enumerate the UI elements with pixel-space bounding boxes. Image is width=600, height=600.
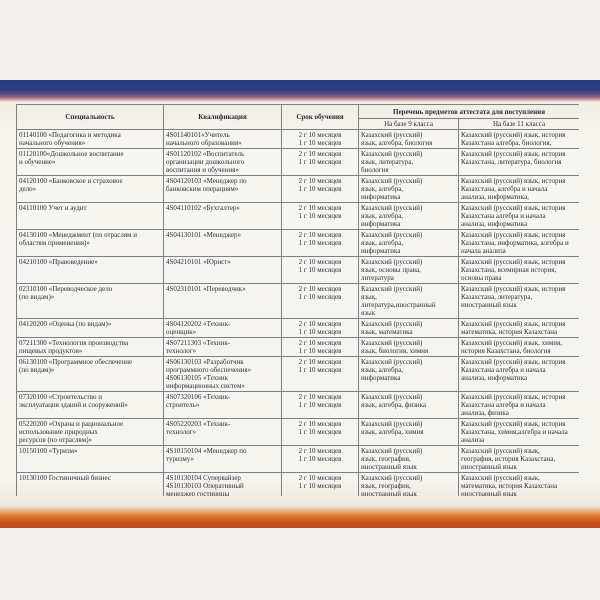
table-row bbox=[17, 319, 580, 338]
cell-line: история Казахстана, биология bbox=[461, 347, 551, 355]
cell-line: 10130100 Гостиничный бизнес bbox=[19, 474, 111, 482]
cell-line: 4S10130104 Супервайзер bbox=[166, 474, 241, 482]
table-row bbox=[17, 446, 580, 473]
cell-line: 10150100 «Туризм» bbox=[19, 447, 78, 455]
cell-line: язык, алгебра, bbox=[361, 185, 404, 193]
cell-duration bbox=[282, 284, 359, 319]
cell-duration bbox=[282, 357, 359, 392]
table-row bbox=[17, 473, 580, 497]
cell-specialty bbox=[17, 203, 164, 230]
cell-line: Казахстана, алгебра и начала bbox=[461, 185, 548, 193]
cell-duration bbox=[282, 230, 359, 257]
cell-line: 4S04120202 «Техник- bbox=[166, 320, 231, 328]
table-row bbox=[17, 176, 580, 203]
cell-line: банковским операциям» bbox=[166, 185, 239, 193]
cell-qualification bbox=[164, 392, 282, 419]
cell-line: 1 г 10 месяцев bbox=[298, 328, 342, 336]
cell-line: начального образования» bbox=[166, 139, 242, 147]
cell-line: литература,иностранный bbox=[361, 301, 436, 309]
cell-line: Казахский (русский) bbox=[361, 204, 423, 212]
cell-line: язык, алгебра, bbox=[361, 212, 404, 220]
cell-line: 2 г 10 месяцев bbox=[298, 204, 342, 212]
cell-specialty bbox=[17, 257, 164, 284]
cell-line: 4S01140101«Учитель bbox=[166, 131, 230, 139]
cell-duration bbox=[282, 319, 359, 338]
cell-duration bbox=[282, 176, 359, 203]
cell-line: 4S06130103 «Разработчик bbox=[166, 358, 244, 366]
cell-line: 2 г 10 месяцев bbox=[298, 474, 342, 482]
cell-subjects-base-9 bbox=[359, 419, 459, 446]
cell-qualification bbox=[164, 203, 282, 230]
cell-line: 04120100 «Банковское и страховое bbox=[19, 177, 123, 185]
header-base-9: На базе 9 класса bbox=[359, 119, 459, 130]
cell-subjects-base-9 bbox=[359, 176, 459, 203]
cell-subjects-base-11 bbox=[459, 357, 580, 392]
cell-line: Казахский (русский) bbox=[361, 358, 423, 366]
cell-line: язык, bbox=[361, 293, 377, 301]
cell-line: иностранный язык bbox=[461, 490, 517, 496]
cell-line: пищевых продуктов» bbox=[19, 347, 83, 355]
cell-subjects-base-11 bbox=[459, 130, 580, 149]
cell-line: 1 г 10 месяцев bbox=[298, 266, 342, 274]
cell-line: 1 г 10 месяцев bbox=[298, 293, 342, 301]
cell-line: язык, алгебра, bbox=[361, 239, 404, 247]
cell-subjects-base-9 bbox=[359, 392, 459, 419]
cell-specialty bbox=[17, 419, 164, 446]
cell-line: 2 г 10 месяцев bbox=[298, 420, 342, 428]
cell-line: (по видам)» bbox=[19, 366, 55, 374]
cell-line: иностранный язык bbox=[461, 463, 517, 471]
cell-line: технолог» bbox=[166, 347, 197, 355]
header-duration: Срок обучения bbox=[282, 105, 359, 130]
cell-subjects-base-11 bbox=[459, 338, 580, 357]
cell-line: анализа bbox=[461, 436, 485, 444]
cell-line: язык, алгебра, биология bbox=[361, 139, 433, 147]
cell-line: Казахский (русский) bbox=[361, 393, 423, 401]
cell-line: Казахский (русский) bbox=[361, 420, 423, 428]
cell-line: (по видам)» bbox=[19, 293, 55, 301]
cell-line: менеджер гостиницы bbox=[166, 490, 230, 496]
cell-line: Казахский (русский) язык, bbox=[461, 474, 540, 482]
table-row bbox=[17, 257, 580, 284]
header-specialty: Специальность bbox=[17, 105, 164, 130]
cell-line: информационных систем» bbox=[166, 382, 245, 390]
cell-line: 1 г 10 месяцев bbox=[298, 347, 342, 355]
cell-specialty bbox=[17, 473, 164, 497]
cell-line: математика, история Казахстана bbox=[461, 482, 558, 490]
cell-line: Казахский (русский) bbox=[361, 320, 423, 328]
cell-subjects-base-9 bbox=[359, 446, 459, 473]
cell-line: Казахский (русский) bbox=[361, 447, 423, 455]
cell-line: анализа, информатика, bbox=[461, 193, 529, 201]
cell-subjects-base-11 bbox=[459, 230, 580, 257]
cell-subjects-base-9 bbox=[359, 319, 459, 338]
cell-subjects-base-9 bbox=[359, 338, 459, 357]
cell-line: 2 г 10 месяцев bbox=[298, 447, 342, 455]
cell-line: Казахстана, информатика, алгебра и bbox=[461, 239, 569, 247]
cell-specialty bbox=[17, 357, 164, 392]
cell-line: Казахский (русский) язык, история bbox=[461, 320, 566, 328]
cell-line: Казахстана алгебра, биология, bbox=[461, 139, 552, 147]
table-row bbox=[17, 357, 580, 392]
admission-table bbox=[16, 104, 579, 496]
cell-line: Казахский (русский) язык, история bbox=[461, 258, 566, 266]
cell-line: 04210100 «Правоведение» bbox=[19, 258, 98, 266]
cell-line: строитель» bbox=[166, 401, 200, 409]
cell-qualification bbox=[164, 357, 282, 392]
cell-specialty bbox=[17, 319, 164, 338]
cell-line: Казахский (русский) язык, история bbox=[461, 177, 566, 185]
cell-line: язык, алгебра, химия bbox=[361, 428, 424, 436]
cell-line: язык, география, bbox=[361, 455, 411, 463]
cell-specialty bbox=[17, 149, 164, 176]
cell-line: 4S10130103 Оперативный bbox=[166, 482, 244, 490]
cell-line: 4S02310101 «Переводчик» bbox=[166, 285, 246, 293]
cell-subjects-base-11 bbox=[459, 257, 580, 284]
table-row bbox=[17, 230, 580, 257]
cell-line: язык, алгебра, bbox=[361, 366, 404, 374]
cell-line: Казахский (русский) язык, bbox=[461, 447, 540, 455]
cell-line: Казахский (русский) bbox=[361, 258, 423, 266]
cell-line: 04130100 «Менеджмент (по отраслям и bbox=[19, 231, 137, 239]
cell-specialty bbox=[17, 176, 164, 203]
table-row bbox=[17, 338, 580, 357]
cell-line: 05220200 «Охрана и рациональное bbox=[19, 420, 124, 428]
cell-line: Казахский (русский) язык, история bbox=[461, 204, 566, 212]
cell-line: Казахстана алгебра и начала bbox=[461, 401, 546, 409]
cell-line: 2 г 10 месяцев bbox=[298, 285, 342, 293]
cell-line: Казахский (русский) язык, история bbox=[461, 285, 566, 293]
cell-line: 4S01120102 «Воспитатель bbox=[166, 150, 245, 158]
cell-subjects-base-9 bbox=[359, 149, 459, 176]
cell-specialty bbox=[17, 130, 164, 149]
cell-line: 4S10150104 «Менеджер по bbox=[166, 447, 247, 455]
cell-subjects-base-9 bbox=[359, 130, 459, 149]
cell-subjects-base-9 bbox=[359, 284, 459, 319]
cell-line: 04110100 Учет и аудит bbox=[19, 204, 87, 212]
cell-line: 06130100 «Программное обеспечение bbox=[19, 358, 133, 366]
cell-line: использование природных bbox=[19, 428, 98, 436]
table-row bbox=[17, 203, 580, 230]
cell-line: 2 г 10 месяцев bbox=[298, 131, 342, 139]
cell-line: 1 г 10 месяцев bbox=[298, 366, 342, 374]
cell-subjects-base-9 bbox=[359, 203, 459, 230]
cell-line: Казахский (русский) язык, история bbox=[461, 358, 566, 366]
cell-line: литература bbox=[361, 274, 394, 282]
cell-line: Казахский (русский) язык, история bbox=[461, 393, 566, 401]
cell-qualification bbox=[164, 473, 282, 497]
cell-line: Казахстана, литература, bbox=[461, 293, 533, 301]
cell-qualification bbox=[164, 130, 282, 149]
cell-line: Казахский (русский) язык, история bbox=[461, 131, 566, 139]
cell-line: иностранный язык bbox=[361, 463, 417, 471]
cell-qualification bbox=[164, 446, 282, 473]
table-row bbox=[17, 130, 580, 149]
cell-line: организации дошкольного bbox=[166, 158, 245, 166]
cell-line: 2 г 10 месяцев bbox=[298, 393, 342, 401]
cell-line: 01140100 «Педагогика и методика bbox=[19, 131, 121, 139]
cell-line: 1 г 10 месяцев bbox=[298, 482, 342, 490]
cell-line: математика, история Казахстана bbox=[461, 328, 558, 336]
cell-line: язык, география, bbox=[361, 482, 411, 490]
cell-line: 1 г 10 месяцев bbox=[298, 428, 342, 436]
cell-line: география, история Казахстана, bbox=[461, 455, 556, 463]
cell-line: Казахский (русский) bbox=[361, 474, 423, 482]
cell-line: 07320100 «Строительство и bbox=[19, 393, 102, 401]
cell-subjects-base-11 bbox=[459, 392, 580, 419]
cell-duration bbox=[282, 130, 359, 149]
cell-line: ресурсов (по отраслям)» bbox=[19, 436, 93, 444]
cell-duration bbox=[282, 473, 359, 497]
admission-table-wrapper bbox=[16, 104, 579, 496]
cell-subjects-base-11 bbox=[459, 419, 580, 446]
cell-line: 4S05220203 «Техник- bbox=[166, 420, 231, 428]
cell-subjects-base-11 bbox=[459, 319, 580, 338]
cell-line: Казахстана алгебра и начала bbox=[461, 366, 546, 374]
cell-line: основы права bbox=[461, 274, 502, 282]
cell-line: 2 г 10 месяцев bbox=[298, 231, 342, 239]
cell-line: язык, литература, bbox=[361, 158, 414, 166]
cell-line: 4S07320106 «Техник- bbox=[166, 393, 231, 401]
cell-line: 4S07211303 «Техник- bbox=[166, 339, 231, 347]
cell-line: биология bbox=[361, 166, 389, 174]
cell-line: 1 г 10 месяцев bbox=[298, 139, 342, 147]
table-row bbox=[17, 392, 580, 419]
cell-line: 2 г 10 месяцев bbox=[298, 358, 342, 366]
cell-line: анализа, информатика bbox=[461, 220, 528, 228]
cell-line: 2 г 10 месяцев bbox=[298, 320, 342, 328]
cell-duration bbox=[282, 257, 359, 284]
cell-line: иностранный язык bbox=[461, 301, 517, 309]
cell-line: 4S04110102 «Бухгалтер» bbox=[166, 204, 240, 212]
cell-line: Казахский (русский) bbox=[361, 177, 423, 185]
cell-line: язык, основы права, bbox=[361, 266, 421, 274]
header-qualification: Квалификация bbox=[164, 105, 282, 130]
cell-line: 1 г 10 месяцев bbox=[298, 239, 342, 247]
cell-line: 1 г 10 месяцев bbox=[298, 455, 342, 463]
cell-line: информатика bbox=[361, 193, 401, 201]
cell-qualification bbox=[164, 257, 282, 284]
cell-line: Казахский (русский) язык, история bbox=[461, 150, 566, 158]
cell-duration bbox=[282, 419, 359, 446]
cell-subjects-base-9 bbox=[359, 230, 459, 257]
cell-line: Казахский (русский) bbox=[361, 339, 423, 347]
cell-line: 1 г 10 месяцев bbox=[298, 401, 342, 409]
cell-subjects-base-11 bbox=[459, 284, 580, 319]
cell-line: 4S04130101 «Менеджер» bbox=[166, 231, 242, 239]
cell-subjects-base-11 bbox=[459, 149, 580, 176]
cell-line: 2 г 10 месяцев bbox=[298, 258, 342, 266]
cell-specialty bbox=[17, 284, 164, 319]
cell-line: программного обеспечения» bbox=[166, 366, 252, 374]
cell-line: туризму» bbox=[166, 455, 194, 463]
table-row bbox=[17, 149, 580, 176]
cell-line: язык, математика bbox=[361, 328, 413, 336]
cell-line: оценщик» bbox=[166, 328, 197, 336]
cell-line: 1 г 10 месяцев bbox=[298, 158, 342, 166]
cell-specialty bbox=[17, 446, 164, 473]
cell-line: иностранный язык bbox=[361, 490, 417, 496]
cell-duration bbox=[282, 149, 359, 176]
cell-line: Казахский (русский) bbox=[361, 150, 423, 158]
cell-line: Казахский (русский) язык, химия, bbox=[461, 339, 563, 347]
cell-specialty bbox=[17, 392, 164, 419]
cell-line: анализа, информатика bbox=[461, 374, 528, 382]
cell-line: областям применения)» bbox=[19, 239, 90, 247]
cell-line: Казахский (русский) bbox=[361, 285, 423, 293]
cell-duration bbox=[282, 338, 359, 357]
cell-line: эксплуатация зданий и сооружений» bbox=[19, 401, 128, 409]
cell-line: 02310100 «Переводческое дело bbox=[19, 285, 113, 293]
cell-duration bbox=[282, 392, 359, 419]
cell-qualification bbox=[164, 319, 282, 338]
cell-line: язык, алгебра, физика bbox=[361, 401, 426, 409]
cell-line: воспитания и обучения» bbox=[166, 166, 239, 174]
cell-line: язык bbox=[361, 309, 376, 317]
cell-subjects-base-9 bbox=[359, 357, 459, 392]
cell-subjects-base-11 bbox=[459, 203, 580, 230]
cell-line: Казахстана, всемирная история, bbox=[461, 266, 557, 274]
cell-line: 4S06130105 «Техник bbox=[166, 374, 229, 382]
cell-line: 07211300 «Технология производства bbox=[19, 339, 129, 347]
cell-line: Казахский (русский) bbox=[361, 131, 423, 139]
cell-subjects-base-11 bbox=[459, 446, 580, 473]
cell-line: 01120100«Дошкольное воспитание bbox=[19, 150, 124, 158]
cell-line: 1 г 10 месяцев bbox=[298, 185, 342, 193]
cell-line: 2 г 10 месяцев bbox=[298, 150, 342, 158]
cell-line: 2 г 10 месяцев bbox=[298, 177, 342, 185]
cell-subjects-base-9 bbox=[359, 473, 459, 497]
cell-line: и обучение» bbox=[19, 158, 56, 166]
cell-line: начального обучения» bbox=[19, 139, 86, 147]
cell-line: дело» bbox=[19, 185, 37, 193]
header-base-11: На базе 11 класса bbox=[459, 119, 580, 130]
cell-qualification bbox=[164, 419, 282, 446]
header-subjects: Перечень предметов аттестата для поступления bbox=[359, 105, 580, 119]
cell-line: анализа, физика bbox=[461, 409, 509, 417]
cell-qualification bbox=[164, 176, 282, 203]
cell-specialty bbox=[17, 338, 164, 357]
cell-subjects-base-9 bbox=[359, 257, 459, 284]
cell-qualification bbox=[164, 149, 282, 176]
cell-line: Казахстана, химия,алгебра и начала bbox=[461, 428, 568, 436]
cell-line: 4S04210101 «Юрист» bbox=[166, 258, 231, 266]
cell-line: Казахстана алгебра и начала bbox=[461, 212, 546, 220]
cell-duration bbox=[282, 446, 359, 473]
cell-duration bbox=[282, 203, 359, 230]
cell-line: информатика bbox=[361, 220, 401, 228]
table-row bbox=[17, 419, 580, 446]
cell-line: язык, биология, химия bbox=[361, 347, 429, 355]
cell-line: Казахский (русский) bbox=[361, 231, 423, 239]
cell-line: информатика bbox=[361, 374, 401, 382]
cell-line: начала анализа bbox=[461, 247, 506, 255]
cell-line: 1 г 10 месяцев bbox=[298, 212, 342, 220]
cell-qualification bbox=[164, 338, 282, 357]
cell-subjects-base-11 bbox=[459, 176, 580, 203]
cell-subjects-base-11 bbox=[459, 473, 580, 497]
cell-line: 04120200 «Оценка (по видам)» bbox=[19, 320, 112, 328]
cell-qualification bbox=[164, 230, 282, 257]
table-row bbox=[17, 284, 580, 319]
cell-line: 4S04120103 «Менеджер по bbox=[166, 177, 247, 185]
table-body bbox=[17, 130, 580, 497]
cell-line: технолог» bbox=[166, 428, 197, 436]
cell-line: Казахстана, литература, биология bbox=[461, 158, 562, 166]
cell-specialty bbox=[17, 230, 164, 257]
cell-line: Казахский (русский) язык, история bbox=[461, 231, 566, 239]
cell-line: 2 г 10 месяцев bbox=[298, 339, 342, 347]
cell-qualification bbox=[164, 284, 282, 319]
cell-line: Казахский (русский) язык, история bbox=[461, 420, 566, 428]
cell-line: информатика bbox=[361, 247, 401, 255]
